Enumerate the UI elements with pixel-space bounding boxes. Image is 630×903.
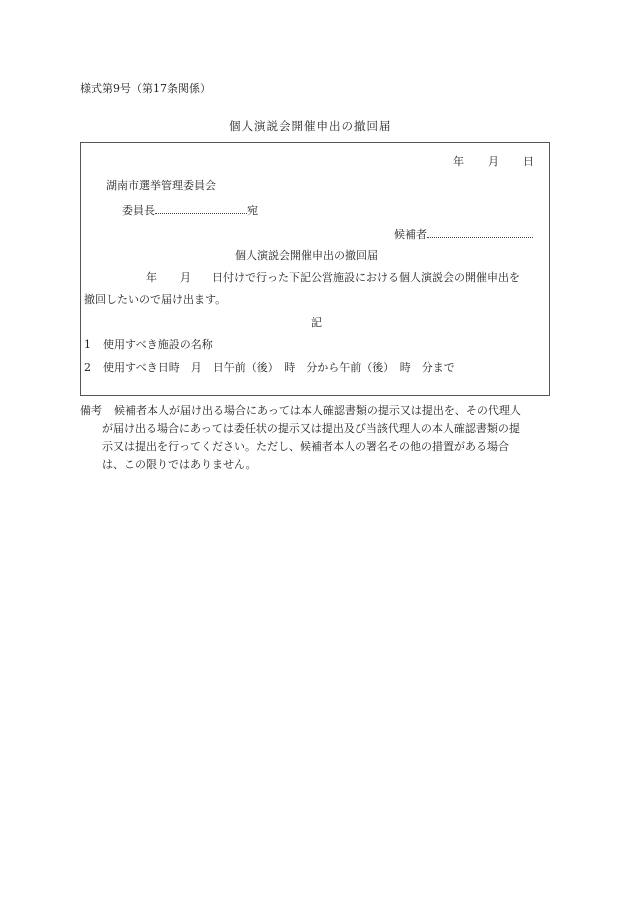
item-2-text: 使用すべき日時 月 日午前（後） 時 分から午前（後） 時 分まで xyxy=(103,361,455,374)
date-year-label: 年 xyxy=(453,155,464,168)
item-1-text: 使用すべき施設の名称 xyxy=(103,338,213,351)
committee-name: 湖南市選挙管理委員会 xyxy=(106,179,216,192)
body-date-month: 月 xyxy=(180,271,191,284)
chair-name-blank[interactable] xyxy=(155,203,247,214)
date-month-label: 月 xyxy=(488,155,499,168)
document-title: 個人演説会開催申出の撤回届 xyxy=(229,119,392,133)
chair-prefix: 委員長 xyxy=(122,204,155,217)
remarks-label: 備考 xyxy=(80,404,102,417)
body-line2: 撤回したいので届け出ます。 xyxy=(84,293,227,306)
chair-line xyxy=(122,203,258,216)
candidate-line xyxy=(394,227,533,240)
remarks-line-3: 示又は提出を行ってください。ただし、候補者本人の署名その他の措置がある場合 xyxy=(102,440,509,453)
remarks-line-1: 候補者本人が届け出る場合にあっては本人確認書類の提示又は提出を、その代理人 xyxy=(114,404,521,417)
remarks-line-2: が届け出る場合にあっては委任状の提示又は提出及び当該代理人の本人確認書類の提 xyxy=(102,422,520,435)
item-2-number: 2 xyxy=(84,361,91,374)
item-1-number: 1 xyxy=(84,338,91,351)
form-number: 様式第9号（第17条関係） xyxy=(80,82,211,95)
chair-suffix: 宛 xyxy=(247,204,258,217)
remarks-line-4: は、この限りではありません。 xyxy=(102,458,257,471)
date-day-label: 日 xyxy=(523,155,534,168)
body-date-year: 年 xyxy=(146,271,157,284)
candidate-label: 候補者 xyxy=(394,228,427,241)
ki-label: 記 xyxy=(311,316,322,329)
body-line1-rest: 日付けで行った下記公営施設における個人演説会の開催申出を xyxy=(212,271,520,284)
body-heading: 個人演説会開催申出の撤回届 xyxy=(235,249,378,262)
candidate-name-blank[interactable] xyxy=(427,227,533,238)
